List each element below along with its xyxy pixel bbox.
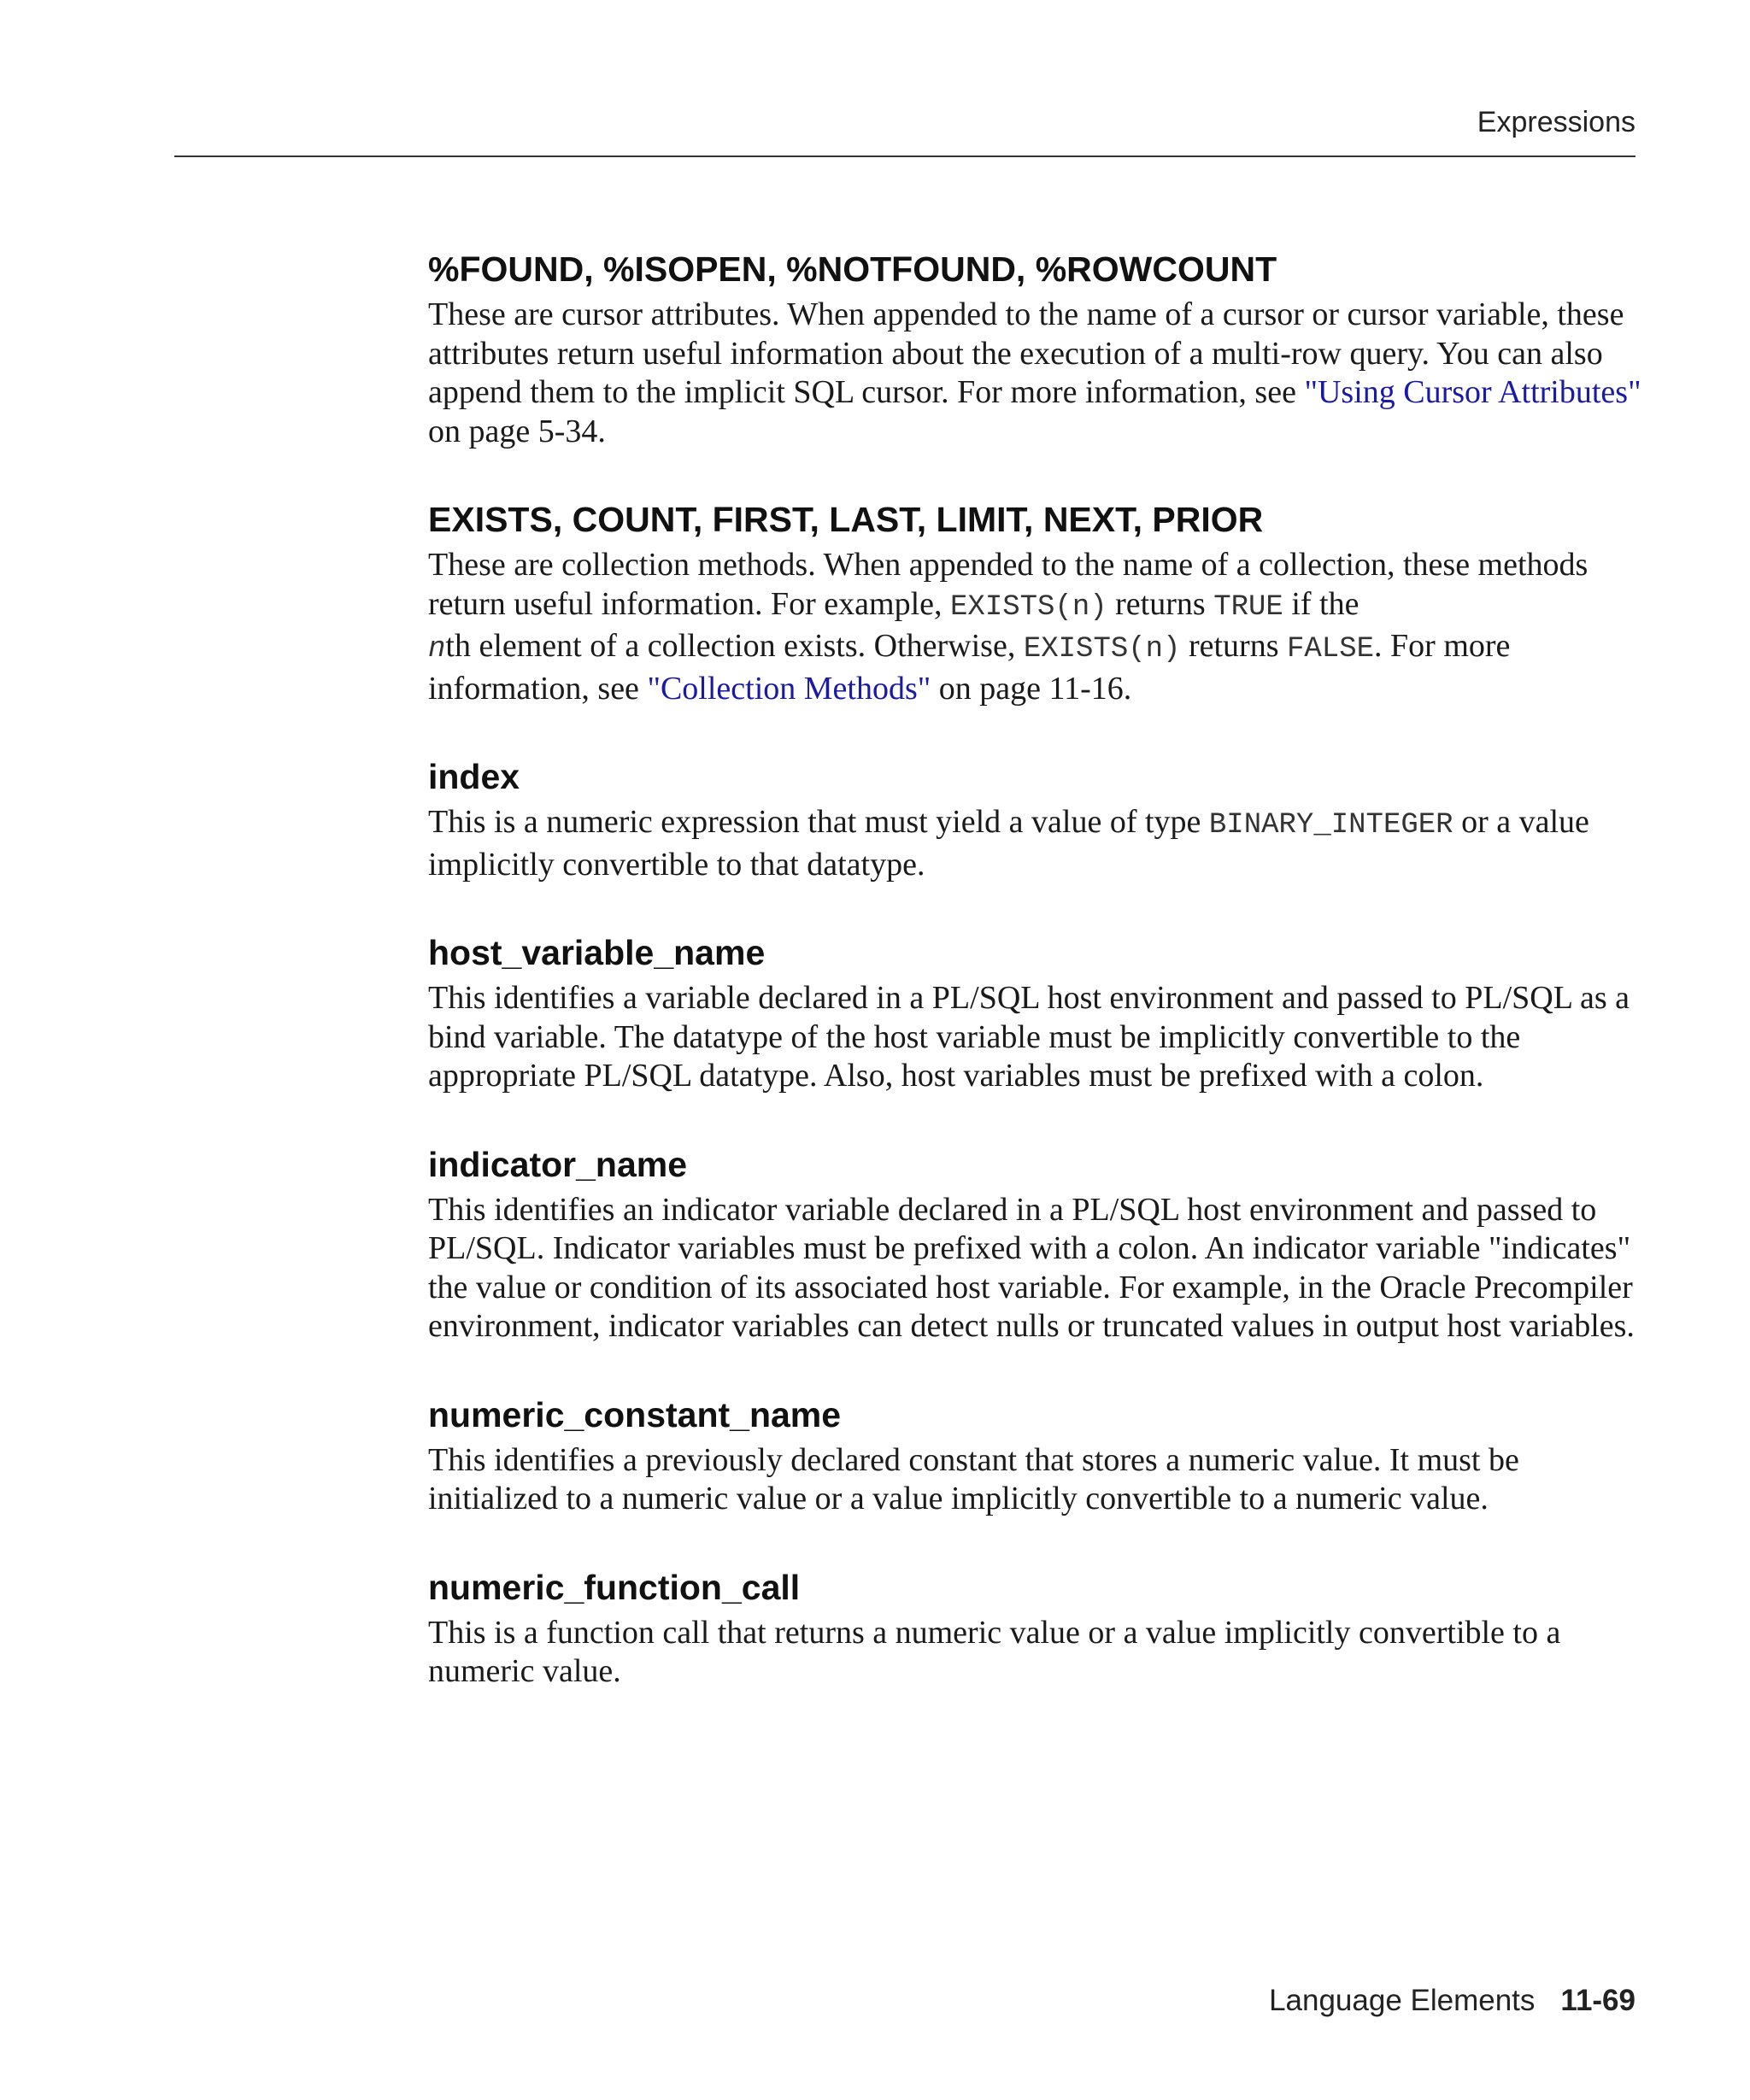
page-number: 11-69 — [1560, 1984, 1635, 2017]
code-text: FALSE — [1287, 633, 1375, 666]
section-numeric-function-call — [428, 1563, 1641, 1692]
section-title: numeric_constant_name — [428, 1394, 842, 1434]
code-text: BINARY_INTEGER — [1208, 809, 1453, 842]
cross-reference-link[interactable]: "Collection Methods" — [647, 670, 931, 707]
body-text: or a value implicitly convertible to that datatype. — [428, 804, 1589, 883]
section-body — [428, 296, 1641, 451]
running-header: Expressions — [1477, 106, 1635, 138]
page-content — [428, 244, 1641, 1735]
section-body: This identifies an indicator variable declared in a PL/SQL host environment and passed to PL/SQL. Indicator variables must be prefixed with a colon. An indicator variable "indicates" the value or condition of its associated host variable. For example, in the Oracle Precompiler environment, indicator variables can detect nulls or truncated values in output host variables. — [428, 1191, 1635, 1344]
body-text: if the — [1283, 585, 1359, 622]
section-indicator-name — [428, 1140, 1641, 1346]
section-body — [428, 803, 1641, 884]
section-body — [428, 546, 1641, 708]
cross-reference-link[interactable]: "Using Cursor Attributes" — [1304, 374, 1641, 410]
header-rule — [174, 155, 1635, 157]
body-text: These are cursor attributes. When appended to the name of a cursor or cursor variable, these attributes return useful information about the execution of a multi-row query. You can also append them to the implicit SQL cursor. For more information, see — [428, 296, 1624, 410]
body-text: returns — [1180, 628, 1287, 664]
running-footer — [1269, 1984, 1635, 2018]
section-cursor-attributes — [428, 244, 1641, 451]
code-text: n — [428, 633, 446, 666]
section-title: %FOUND, %ISOPEN, %NOTFOUND, %ROWCOUNT — [428, 249, 1277, 289]
section-host-variable-name — [428, 928, 1641, 1096]
body-text: These are collection methods. When appended to the name of a collection, these methods return useful information. For example, — [428, 547, 1589, 622]
section-body: This identifies a previously declared constant that stores a numeric value. It must be initialized to a numeric value or a value implicitly convertible to a numeric value. — [428, 1441, 1519, 1516]
section-title: host_variable_name — [428, 933, 766, 972]
body-text: th element of a collection exists. Otherwise, — [445, 628, 1024, 664]
body-text: returns — [1107, 585, 1214, 622]
code-text: TRUE — [1213, 590, 1283, 624]
section-collection-methods — [428, 495, 1641, 708]
section-index — [428, 752, 1641, 884]
section-numeric-constant-name — [428, 1390, 1641, 1519]
body-text: . For more information, see — [428, 628, 1511, 707]
section-body: This identifies a variable declared in a PL/SQL host environment and passed to PL/SQL as a bind variable. The datatype of the host variable must be implicitly convertible to the appropriate PL/SQL datatype. Also, host variables must be prefixed with a colon. — [428, 980, 1630, 1094]
code-text: EXISTS(n) — [1023, 633, 1181, 666]
code-text: EXISTS(n) — [950, 590, 1107, 624]
body-text: on page 5-34. — [428, 413, 606, 449]
section-body: This is a function call that returns a numeric value or a value implicitly convertible to a numeric value. — [428, 1614, 1561, 1689]
body-text: on page 11-16. — [931, 670, 1132, 707]
section-title: EXISTS, COUNT, FIRST, LAST, LIMIT, NEXT, PRIOR — [428, 500, 1264, 539]
section-title: indicator_name — [428, 1144, 688, 1184]
body-text: This is a numeric expression that must yield a value of type — [428, 804, 1209, 840]
section-title: index — [428, 757, 520, 796]
footer-chapter: Language Elements — [1269, 1984, 1536, 2017]
section-title: numeric_function_call — [428, 1567, 801, 1607]
